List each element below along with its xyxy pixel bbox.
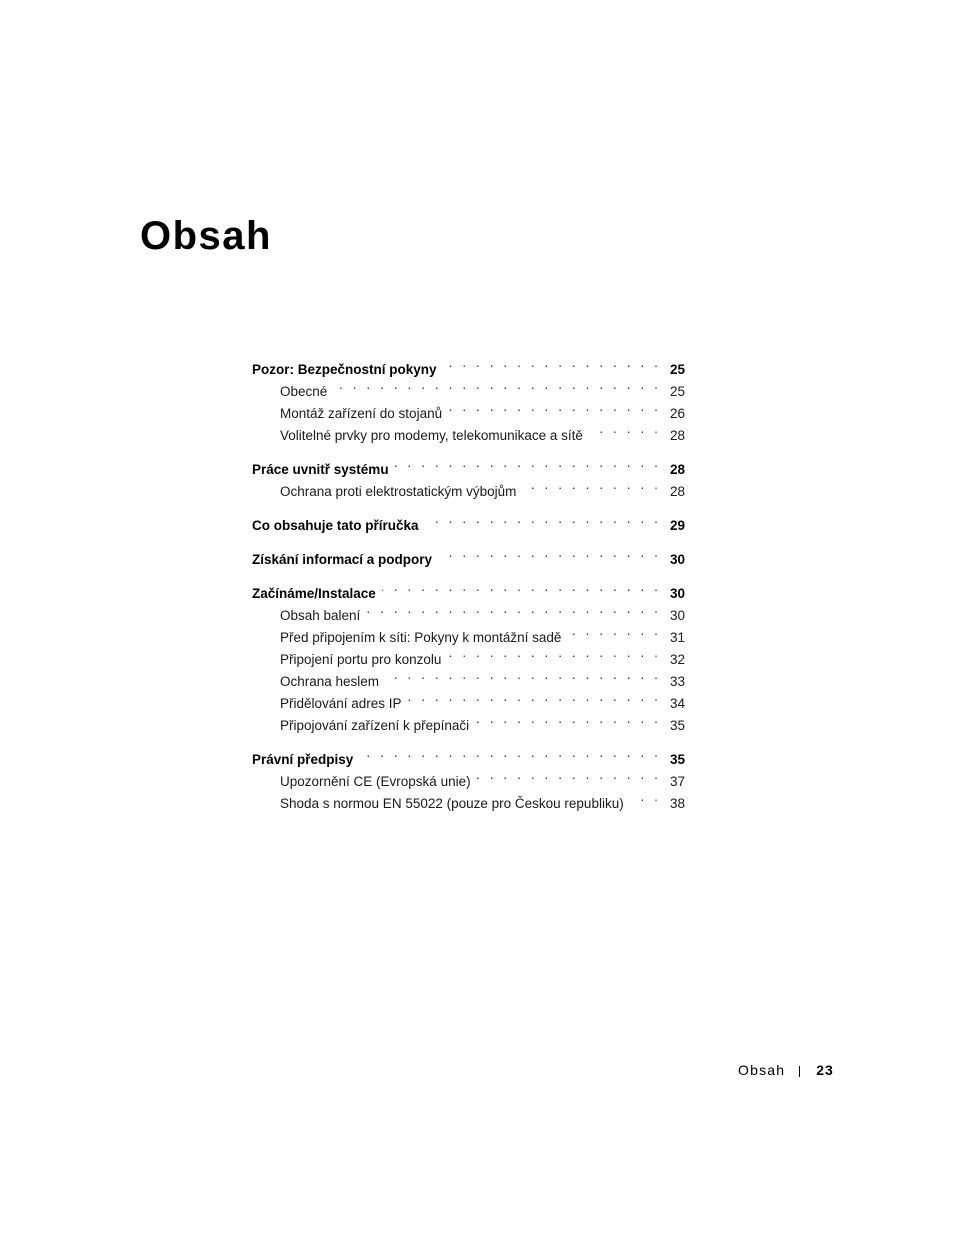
footer-label: Obsah [738,1062,786,1078]
toc-entry-title: Přidělování adres IP [280,696,402,711]
toc-entry-title: Připojení portu pro konzolu [280,652,442,667]
dot-leader [522,474,661,496]
toc-section-heading[interactable] [252,576,685,601]
toc-page-number: 25 [669,384,685,399]
toc-page-number: 28 [669,484,685,499]
dot-leader [359,742,661,764]
toc-page-number: 30 [669,608,685,623]
toc-section-heading[interactable] [252,508,685,533]
toc-page-number: 25 [669,362,685,377]
dot-leader [395,452,661,474]
toc-page-number: 29 [669,518,685,533]
table-of-contents [252,352,685,811]
toc-page-number: 37 [669,774,685,789]
dot-leader [475,708,661,730]
toc-entry-title: Právní předpisy [252,752,354,767]
dot-leader [385,664,661,686]
toc-section [252,576,685,733]
toc-entry-title: Připojování zařízení k přepínači [280,718,470,733]
dot-leader [477,764,661,786]
toc-section [252,742,685,811]
dot-leader [425,508,661,530]
toc-page-number: 28 [669,428,685,443]
dot-leader [447,642,661,664]
toc-page-number: 28 [669,462,685,477]
dot-leader [443,352,661,374]
dot-leader [333,374,661,396]
page-title: Obsah [140,214,272,258]
toc-section-heading[interactable] [252,452,685,477]
toc-section [252,542,685,567]
toc-entry-title: Shoda s normou EN 55022 (pouze pro Českou republiku) [280,796,624,811]
toc-page-number: 35 [669,718,685,733]
toc-section [252,352,685,443]
dot-leader [408,686,661,708]
toc-page-number: 32 [669,652,685,667]
toc-entry-title: Co obsahuje tato příručka [252,518,419,533]
dot-leader [448,396,661,418]
toc-entry-title: Obsah balení [280,608,361,623]
footer-divider [799,1066,800,1077]
page-footer [738,1060,834,1080]
toc-entry-title: Montáž zařízení do stojanů [280,406,443,421]
toc-section [252,452,685,499]
toc-page-number: 38 [669,796,685,811]
toc-section [252,508,685,533]
toc-entry-title: Pozor: Bezpečnostní pokyny [252,362,437,377]
toc-entry-title: Upozornění CE (Evropská unie) [280,774,471,789]
toc-page-number: 35 [669,752,685,767]
toc-page-number: 34 [669,696,685,711]
dot-leader [630,786,661,808]
toc-entry-title: Práce uvnitř systému [252,462,389,477]
toc-entry-title: Ochrana heslem [280,674,380,689]
toc-page-number: 33 [669,674,685,689]
dot-leader [438,542,661,564]
dot-leader [382,576,661,598]
toc-entry-title: Obecné [280,384,328,399]
toc-page-number: 30 [669,552,685,567]
toc-page-number: 26 [669,406,685,421]
toc-page-number: 31 [669,630,685,645]
toc-entry-title: Volitelné prvky pro modemy, telekomunikace a sítě [280,428,583,443]
dot-leader [567,620,661,642]
toc-entry-title: Začínáme/Instalace [252,586,376,601]
toc-section-heading[interactable] [252,352,685,377]
toc-section-heading[interactable] [252,542,685,567]
toc-entry-title: Ochrana proti elektrostatickým výbojům [280,484,517,499]
toc-entry-title: Před připojením k síti: Pokyny k montážní sadě [280,630,562,645]
page-number: 23 [816,1062,834,1078]
toc-entry-title: Získání informací a podpory [252,552,433,567]
toc-section-heading[interactable] [252,742,685,767]
dot-leader [589,418,661,440]
toc-page-number: 30 [669,586,685,601]
dot-leader [366,598,661,620]
